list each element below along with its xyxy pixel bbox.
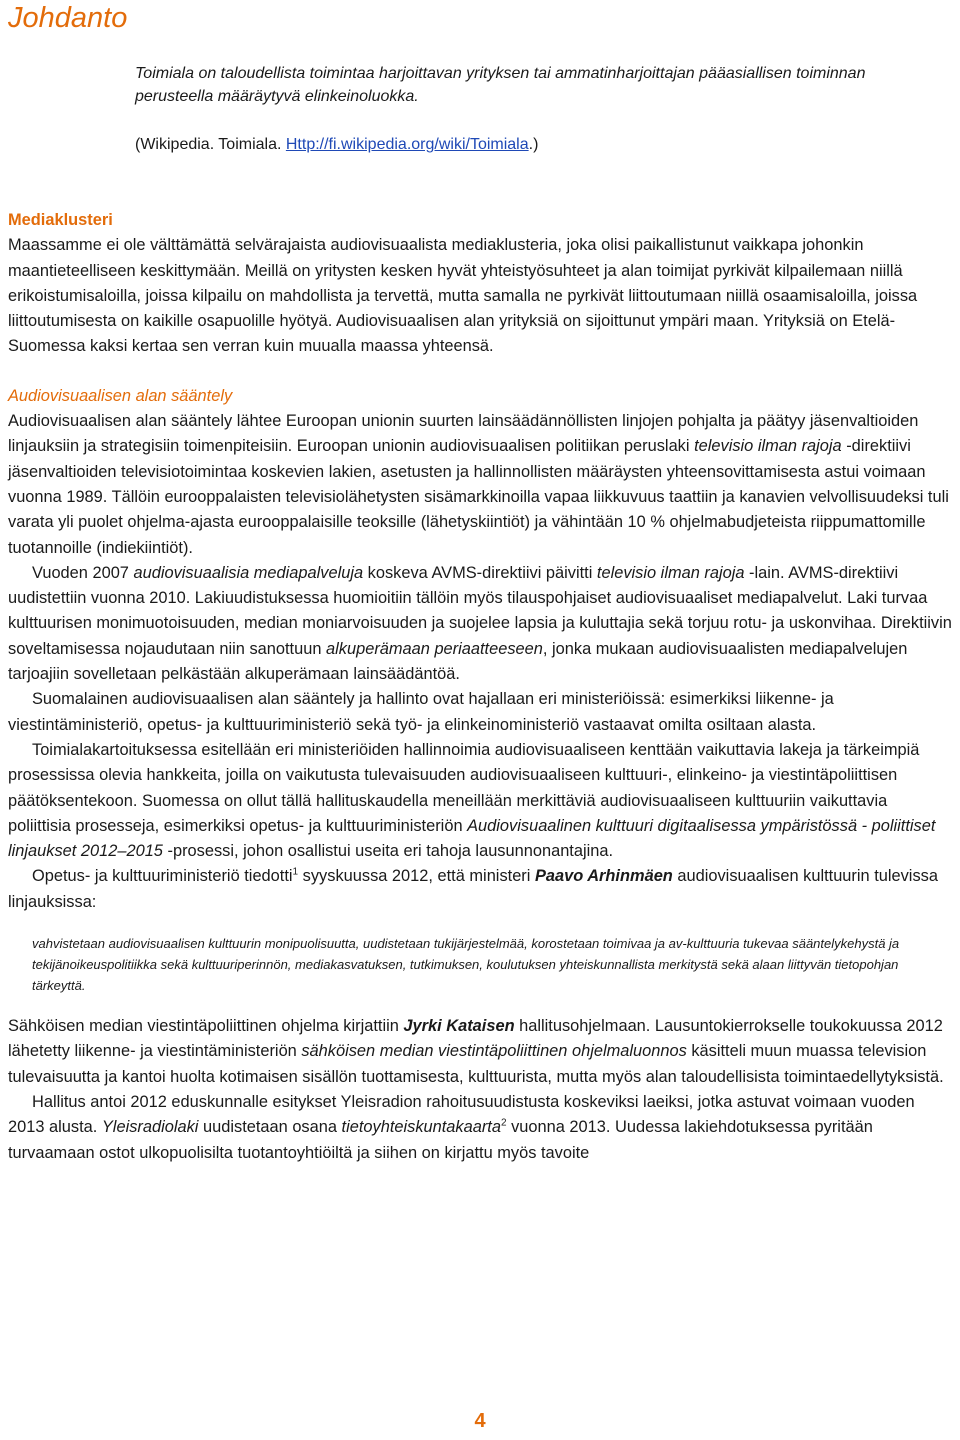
page-title: Johdanto	[8, 2, 128, 34]
text-run: käsitteli muun muassa television tulevaisuutta ja kantoi huolta kotimaisen sisällön tuottamisesta, kulttuurista, mutta myös alan taloudellisista toimintaedellytyksistä.	[8, 1042, 944, 1086]
list-item: vahvistetaan audiovisuaalisen kulttuurin monipuolisuutta, uudistetaan tukijärjestelmää, korostetaan toimivaa ja av-kulttuuria tukevaa sääntelykehystä ja tekijänoikeuspolitiikka sekä kulttuuriperinnön, mediakasvatuksen, tutkimuksen, koulutuksen yhteiskunnallista merkitystä sekä alaan liittyvän tietopohjan tärkeyttä.	[32, 936, 900, 994]
footnote-ref-2[interactable]: 2	[500, 1117, 507, 1129]
text-run: vuonna 2013. Uudessa lakiehdotuksessa pyritään turvaamaan ostot ulkopuolisilta tuotantoyhtiöiltä ja siihen on kirjattu myös tavoite	[8, 1118, 873, 1162]
intro-quote: Toimiala on taloudellista toimintaa harjoittavan yrityksen tai ammatinharjoittajan pääasiallisen toiminnan perusteella määräytyvä elinkeinoluokka.	[135, 65, 866, 105]
text-run: , jonka mukaan audiovisuaalisten mediapalvelujen tarjoajiin sovelletaan pelkästään alkuperämaan lainsäädäntöä.	[8, 639, 908, 684]
italic-run: alkuperämaan periaatteeseen	[326, 639, 543, 658]
wikipedia-link[interactable]: Http://fi.wikipedia.org/wiki/Toimiala	[285, 136, 529, 153]
text-run: -direktiivi jäsenvaltioiden televisiotoimintaa koskevien lakien, asetusten ja hallinnollisten määräysten yhteensovittamisesta astui voimaan vuonna 1989. Tällöin eurooppalaisten televisiolähetysten sisämarkkinoilla vapaa liikkuvuus taattiin ja kanavien velvollisuudeksi tuli varata yli puolet ohjelma-ajasta eurooppalaisille teoksille (lähetyskiintiöt) ja vähintään 10 % ohjelmabudjeteista riippumattomille tuotannoille (indiekiintiöt).	[8, 437, 949, 557]
text-run: Opetus- ja kulttuuriministeriö tiedotti	[32, 867, 293, 886]
footnote-ref-1[interactable]: 1	[292, 866, 299, 878]
document-body	[8, 208, 952, 1166]
paragraph-saantely-7	[8, 1090, 952, 1166]
source-citation	[135, 134, 538, 156]
text-run: hallitusohjelmaan. Lausuntokierrokselle toukokuussa 2012 lähetetty liikenne- ja viestintäministeriön	[8, 1017, 943, 1061]
italic-run: Audiovisuaalinen kulttuuri digitaalisessa ympäristössä - poliittiset linjaukset 2012–2015	[8, 816, 936, 861]
text-run: Toimialakartoituksessa esitellään eri ministeriöiden hallinnoimia audiovisuaaliseen kenttään vaikuttavia lakeja ja tärkeimpiä prosessissa olevia hankkeita, joilla on vaikutusta tulevaisuuden audiovisuaaliseen kulttuuri-, elinkeino- ja viestintäpoliittisen päätöksentekoon. Suomessa on ollut tällä hallituskaudella meneillään merkittäviä audiovisuaaliseen kulttuuriin vaikuttavia poliittisia prosesseja, esimerkiksi opetus- ja kulttuuriministeriön	[8, 740, 920, 835]
italic-run: sähköisen median viestintäpoliittinen ohjelmaluonnos	[301, 1042, 687, 1061]
paragraph-saantely-1	[8, 409, 952, 561]
heading-saantely: Audiovisuaalisen alan sääntely	[8, 386, 233, 405]
text-run: -lain. AVMS-direktiivi uudistettiin vuonna 2010. Lakiuudistuksessa huomioitiin tällöin myös tilauspohjaiset audiovisuaaliset mediapalvelut. Laki turvaa kulttuurisen monimuotoisuuden, median moniarvoisuuden ja suojelee lapsia ja kuluttajia sekä torjuu rotu- ja uskonvihaa. Direktiivin soveltamisessa nojaudutaan niin sanottuun	[8, 563, 952, 658]
policy-list	[32, 933, 952, 996]
paragraph-saantely-6	[8, 1014, 952, 1090]
page-number: 4	[474, 1410, 486, 1432]
text-run: Sähköisen median viestintäpoliittinen ohjelma kirjattiin	[8, 1017, 404, 1036]
paragraph-saantely-5	[8, 864, 952, 915]
text-run: Vuoden 2007	[32, 563, 134, 582]
italic-run: tietoyhteiskuntakaarta	[341, 1118, 501, 1137]
text-run: audiovisuaalisen kulttuurin tulevissa linjauksissa:	[8, 867, 938, 911]
italic-run: Yleisradiolaki	[101, 1118, 199, 1137]
italic-run: televisio ilman rajoja	[596, 563, 745, 582]
text-run: koskeva AVMS-direktiivi päivitti	[363, 563, 597, 582]
text-run: uudistetaan osana	[198, 1118, 342, 1137]
text-run: Hallitus antoi 2012 eduskunnalle esitykset Yleisradion rahoitusuudistusta koskeviksi laeiksi, jotka astuvat voimaan vuoden 2013 alusta.	[8, 1092, 915, 1137]
paragraph-mediaklusteri: Maassamme ei ole välttämättä selvärajaista audiovisuaalista mediaklusteria, joka olisi paikallistunut vaikkapa johonkin maantieteelliseen keskittymään. Meillä on yritysten kesken hyvät yhteistyösuhteet ja alan toimijat pyrkivät kilpailemaan niillä erikoistumisaloilla, joissa kilpailu on mahdollista ja tervettä, mutta samalla ne pyrkivät liittoutumaan niillä osaamisaloilla, joissa liittoutumisesta on kaikille osapuolille hyötyä. Audiovisuaalisen alan yrityksiä on sijoittunut ympäri maan. Yrityksiä on Etelä-Suomessa kaksi kertaa sen verran kuin muualla maassa yhteensä.	[8, 236, 918, 356]
text-run: syyskuussa 2012, että ministeri	[298, 867, 535, 886]
paragraph-saantely-3: Suomalainen audiovisuaalisen alan sääntely ja hallinto ovat hajallaan eri ministeriöissä: esimerkiksi liikenne- ja viestintäministeriö, opetus- ja kulttuuriministeriö sekä työ- ja elinkeinoministeriö vastaavat omilta osiltaan alasta.	[8, 690, 834, 734]
text-run: -prosessi, johon osallistui useita eri tahoja lausunnonantajina.	[162, 842, 614, 861]
italic-run: audiovisuaalisia mediapalveluja	[133, 563, 364, 582]
italic-run: televisio ilman rajoja	[694, 437, 842, 456]
pm-name: Jyrki Kataisen	[403, 1017, 515, 1036]
source-prefix: (Wikipedia. Toimiala.	[135, 136, 286, 153]
text-run: Audiovisuaalisen alan sääntely lähtee Euroopan unionin suurten lainsäädännöllisten linjojen pohjalta ja päätyy jäsenvaltioiden linjauksiin ja strategisiin toimenpiteisiin. Euroopan unionin audiovisuaalisen politiikan peruslaki	[8, 412, 919, 456]
paragraph-saantely-2	[8, 561, 952, 687]
minister-name: Paavo Arhinmäen	[534, 867, 673, 886]
heading-mediaklusteri: Mediaklusteri	[8, 211, 113, 229]
source-suffix: .)	[528, 136, 539, 153]
paragraph-saantely-4	[8, 738, 952, 864]
